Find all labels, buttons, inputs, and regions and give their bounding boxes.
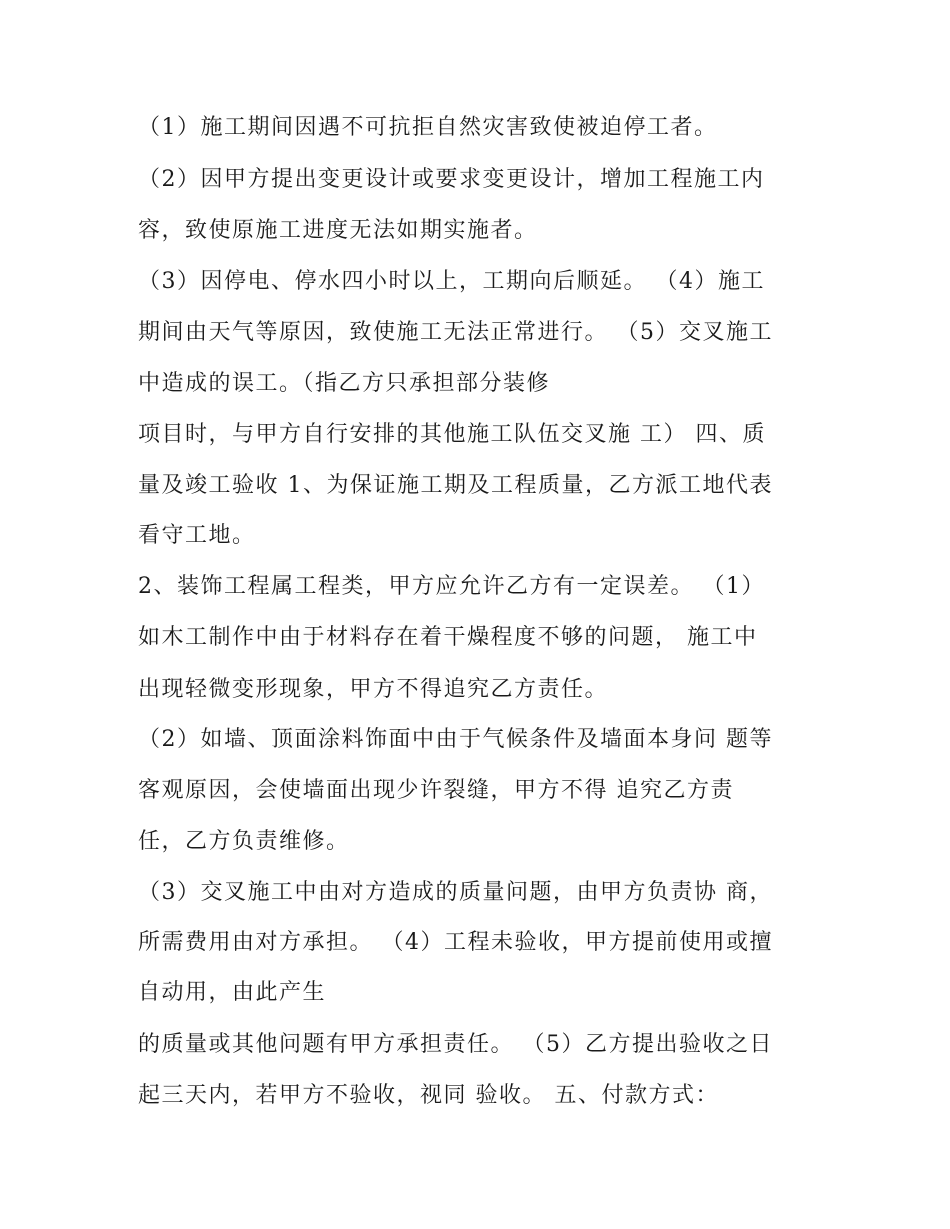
text-line: （1）施工期间因遇不可抗拒自然灾害致使被迫停工者。 — [138, 115, 718, 140]
text-line: 看守工地。 — [138, 523, 256, 548]
text-line: 如木工制作中由于材料存在着干燥程度不够的问题， 施工中 — [138, 625, 758, 650]
text-line: 起三天内，若甲方不验收，视同 验收。 五、付款方式： — [138, 1083, 719, 1108]
text-line: 中造成的误工。（指乙方只承担部分装修 — [138, 371, 551, 396]
text-line: 自动用，由此产生 — [138, 980, 327, 1005]
text-line: （3）交叉施工中由对方造成的质量问题，由甲方负责协 商， — [138, 880, 773, 905]
text-line: 的质量或其他问题有甲方承担责任。 （5）乙方提出验收之日 — [138, 1032, 773, 1057]
text-line: 项目时，与甲方自行安排的其他施工队伍交叉施 工） 四、质 — [138, 422, 766, 447]
text-line: 客观原因，会使墙面出现少许裂缝，甲方不得 追究乙方责 — [138, 778, 734, 803]
text-line: 量及竣工验收 1、为保证施工期及工程质量，乙方派工地代表 — [138, 473, 773, 498]
text-line: 任，乙方负责维修。 — [138, 829, 350, 854]
text-line: 期间由天气等原因，致使施工无法正常进行。 （5）交叉施工 — [138, 320, 773, 345]
text-line: 出现轻微变形现象，甲方不得追究乙方责任。 — [138, 677, 609, 702]
text-line: 所需费用由对方承担。 （4）工程未验收，甲方提前使用或擅 — [138, 930, 773, 955]
text-line: （3）因停电、停水四小时以上，工期向后顺延。 （4）施工 — [138, 269, 765, 294]
text-line: 2、装饰工程属工程类，甲方应允许乙方有一定误差。 （1） — [138, 574, 765, 599]
text-line: 容，致使原施工进度无法如期实施者。 — [138, 218, 538, 243]
text-line: （2）因甲方提出变更设计或要求变更设计，增加工程施工内 — [138, 167, 765, 192]
text-line: （2）如墙、顶面涂料饰面中由于气候条件及墙面本身问 题等 — [138, 727, 773, 752]
